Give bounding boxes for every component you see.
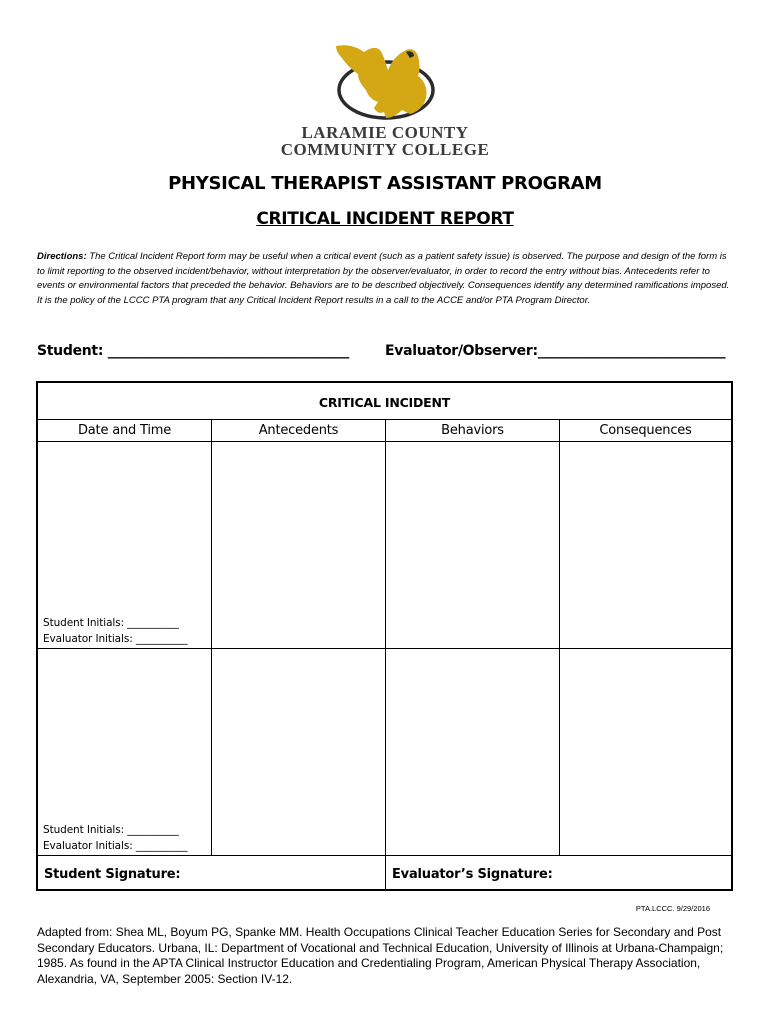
college-name-line2: COMMUNITY COLLEGE — [280, 140, 490, 159]
column-header-behaviors: Behaviors — [441, 423, 504, 438]
critical-incident-table — [36, 381, 733, 891]
column-divider — [385, 419, 386, 891]
table-title: CRITICAL INCIDENT — [318, 395, 451, 410]
column-header-date-time: Date and Time — [77, 423, 171, 438]
table-row — [43, 823, 187, 854]
evaluator-initials-field[interactable]: Evaluator Initials: __________ — [43, 632, 188, 645]
form-code: PTA.LCCC. 9/29/2016 — [635, 904, 710, 913]
student-initials-field[interactable]: Student Initials: __________ — [43, 824, 179, 836]
report-title: CRITICAL INCIDENT REPORT — [256, 209, 514, 229]
student-name-field[interactable]: Student: ____________________________________ — [37, 343, 349, 359]
column-divider — [559, 419, 560, 855]
directions-label: Directions: — [37, 251, 87, 262]
column-header-consequences: Consequences — [599, 423, 692, 438]
eagle-logo-icon — [328, 40, 438, 122]
column-divider — [211, 419, 212, 855]
student-signature-field[interactable]: Student Signature: — [44, 867, 181, 882]
adapted-citation: Adapted from: Shea ML, Boyum PG, Spanke MM. Health Occupations Clinical Teacher Education Series for Secondary and Post Secondary Educators. Urbana, IL: Department of Vocational and Technical Education, University of Illinois at Urbana-Champaign; 1985. As found in the APTA Clinical Instructor Education and Credentialing Program, American Physical Therapy Association, Alexandria, VA, September 2005: Section IV-12. — [37, 925, 724, 986]
student-initials-field[interactable]: Student Initials: __________ — [43, 617, 179, 629]
table-row — [43, 616, 187, 647]
program-title: PHYSICAL THERAPIST ASSISTANT PROGRAM — [168, 173, 602, 194]
directions-text: The Critical Incident Report form may be useful when a critical event (such as a patient safety issue) is observed. The purpose and design of the form is to limit reporting to the observed incident/behavior, without interpretation by the observer/evaluator, in order to record the entry without bias. Antecedents refer to events or environmental factors that preceded the behavior. Behaviors are to be described objectively. Consequences identify any determined ramifications imposed. It is the policy of the LCCC PTA program that any Critical Incident Report results in a call to the ACCE and/or PTA Program Director. — [37, 251, 730, 306]
evaluator-name-field[interactable]: Evaluator/Observer:____________________________ — [385, 343, 726, 359]
column-header-antecedents: Antecedents — [258, 423, 339, 438]
directions-paragraph — [37, 250, 732, 308]
college-name-line1: LARAMIE COUNTY — [301, 123, 469, 142]
evaluator-initials-field[interactable]: Evaluator Initials: __________ — [43, 839, 188, 852]
evaluator-signature-field[interactable]: Evaluator’s Signature: — [392, 867, 553, 882]
